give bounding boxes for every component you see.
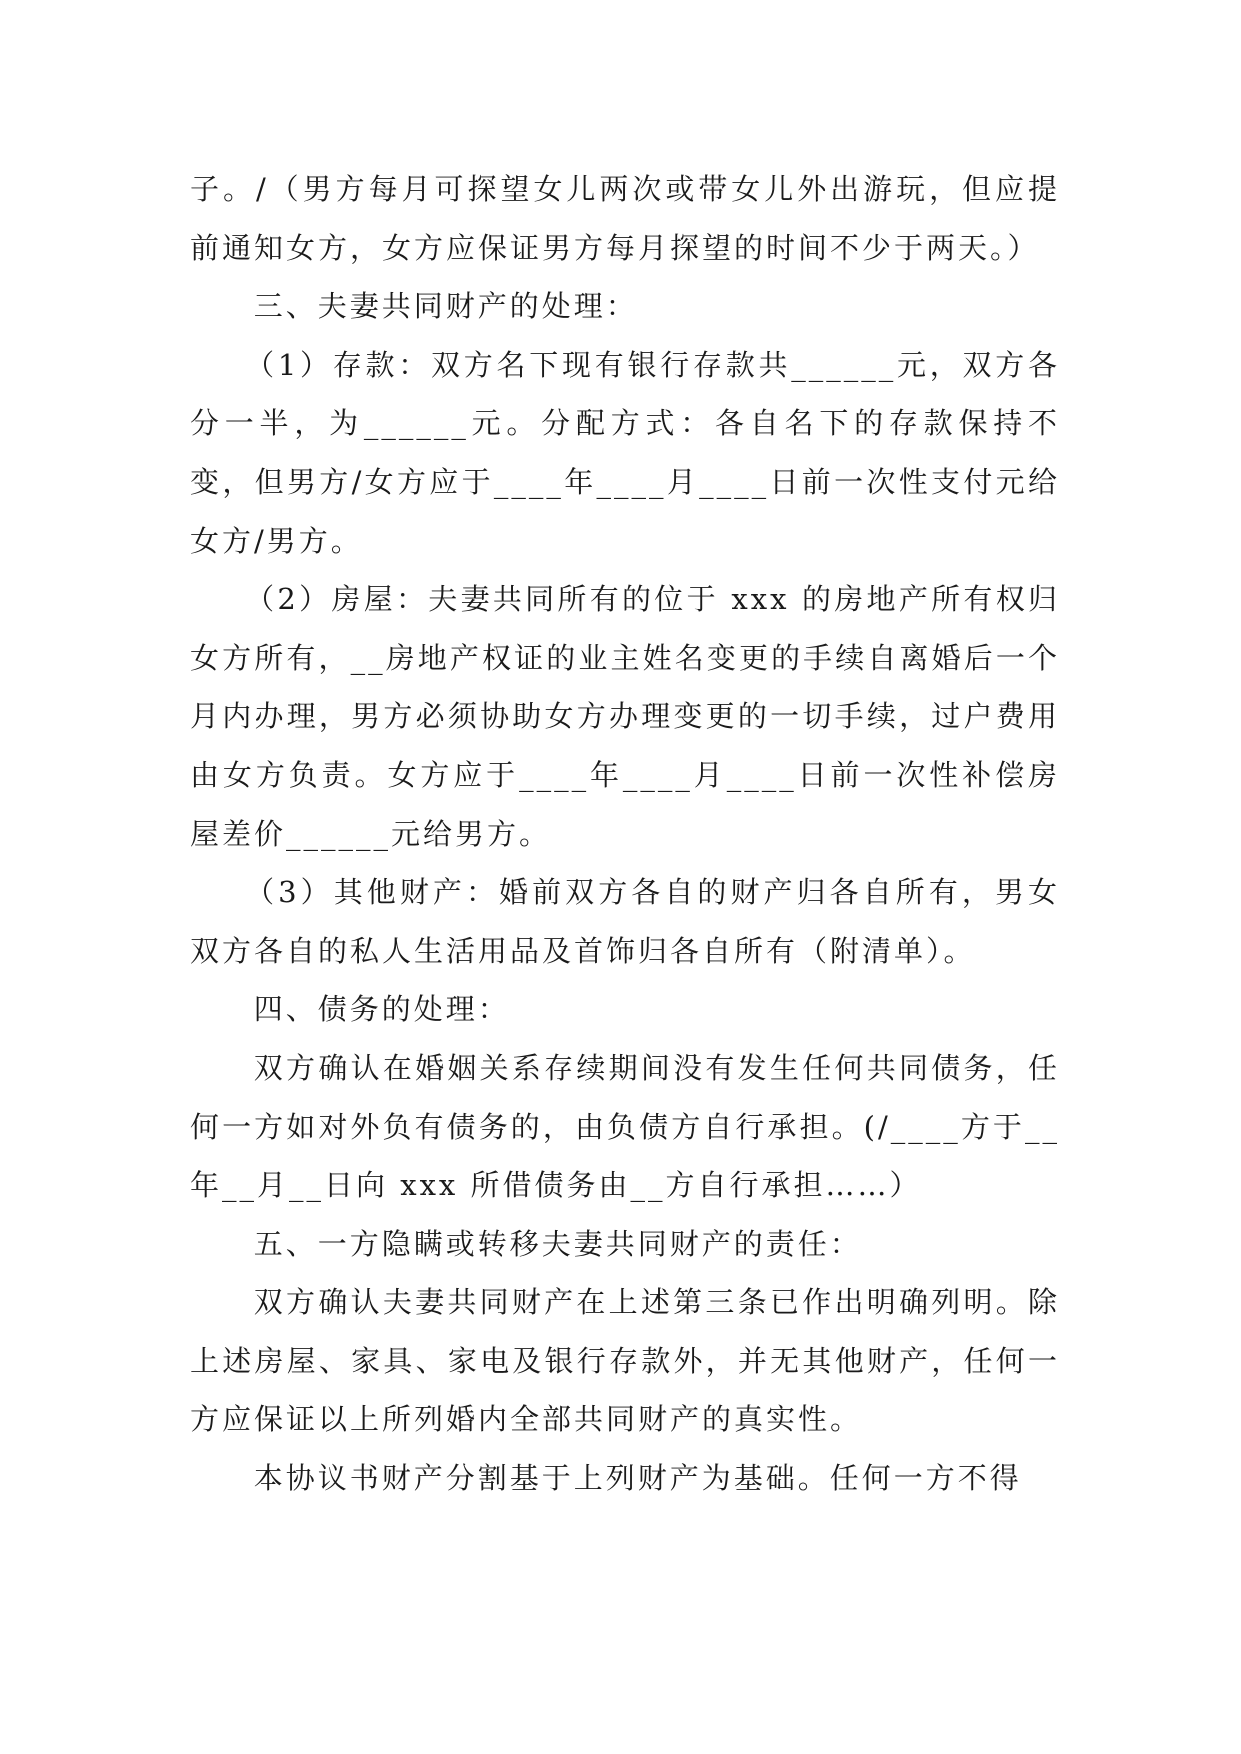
- paragraph-debts: 双方确认在婚姻关系存续期间没有发生任何共同债务，任何一方如对外负有债务的，由负债方自行承担。(/____方于__年__月__日向 xxx 所借债务由__方自行承担……）: [190, 1050, 1060, 1203]
- document-body: [190, 160, 1060, 1508]
- paragraph-house: （2）房屋：夫妻共同所有的位于 xxx 的房地产所有权归女方所有，__房地产权证的业主姓名变更的手续自离婚后一个月内办理，男方必须协助女方办理变更的一切手续，过户费用由女方负责。女方应于____年____月____日前一次性补偿房屋差价______元给男方。: [190, 582, 1060, 851]
- paragraph-confirmation: 双方确认夫妻共同财产在上述第三条已作出明确列明。除上述房屋、家具、家电及银行存款外，并无其他财产，任何一方应保证以上所列婚内全部共同财产的真实性。: [190, 1285, 1060, 1437]
- section-heading-concealment: 五、一方隐瞒或转移夫妻共同财产的责任：: [253, 1226, 862, 1261]
- paragraph-basis: 本协议书财产分割基于上列财产为基础。任何一方不得: [253, 1461, 1022, 1496]
- paragraph-deposits: （1）存款：双方名下现有银行存款共______元，双方各分一半，为______元。分配方式：各自名下的存款保持不变，但男方/女方应于____年____月____日前一次性支付元给女方/男方。: [190, 347, 1060, 558]
- section-heading-property: 三、夫妻共同财产的处理：: [253, 289, 638, 324]
- paragraph-other-property: （3）其他财产：婚前双方各自的财产归各自所有，男女双方各自的私人生活用品及首饰归各自所有（附清单）。: [190, 875, 1060, 968]
- section-heading-debts: 四、债务的处理：: [253, 992, 510, 1027]
- paragraph-visitation: 子。/（男方每月可探望女儿两次或带女儿外出游玩，但应提前通知女方，女方应保证男方每月探望的时间不少于两天。）: [190, 172, 1060, 265]
